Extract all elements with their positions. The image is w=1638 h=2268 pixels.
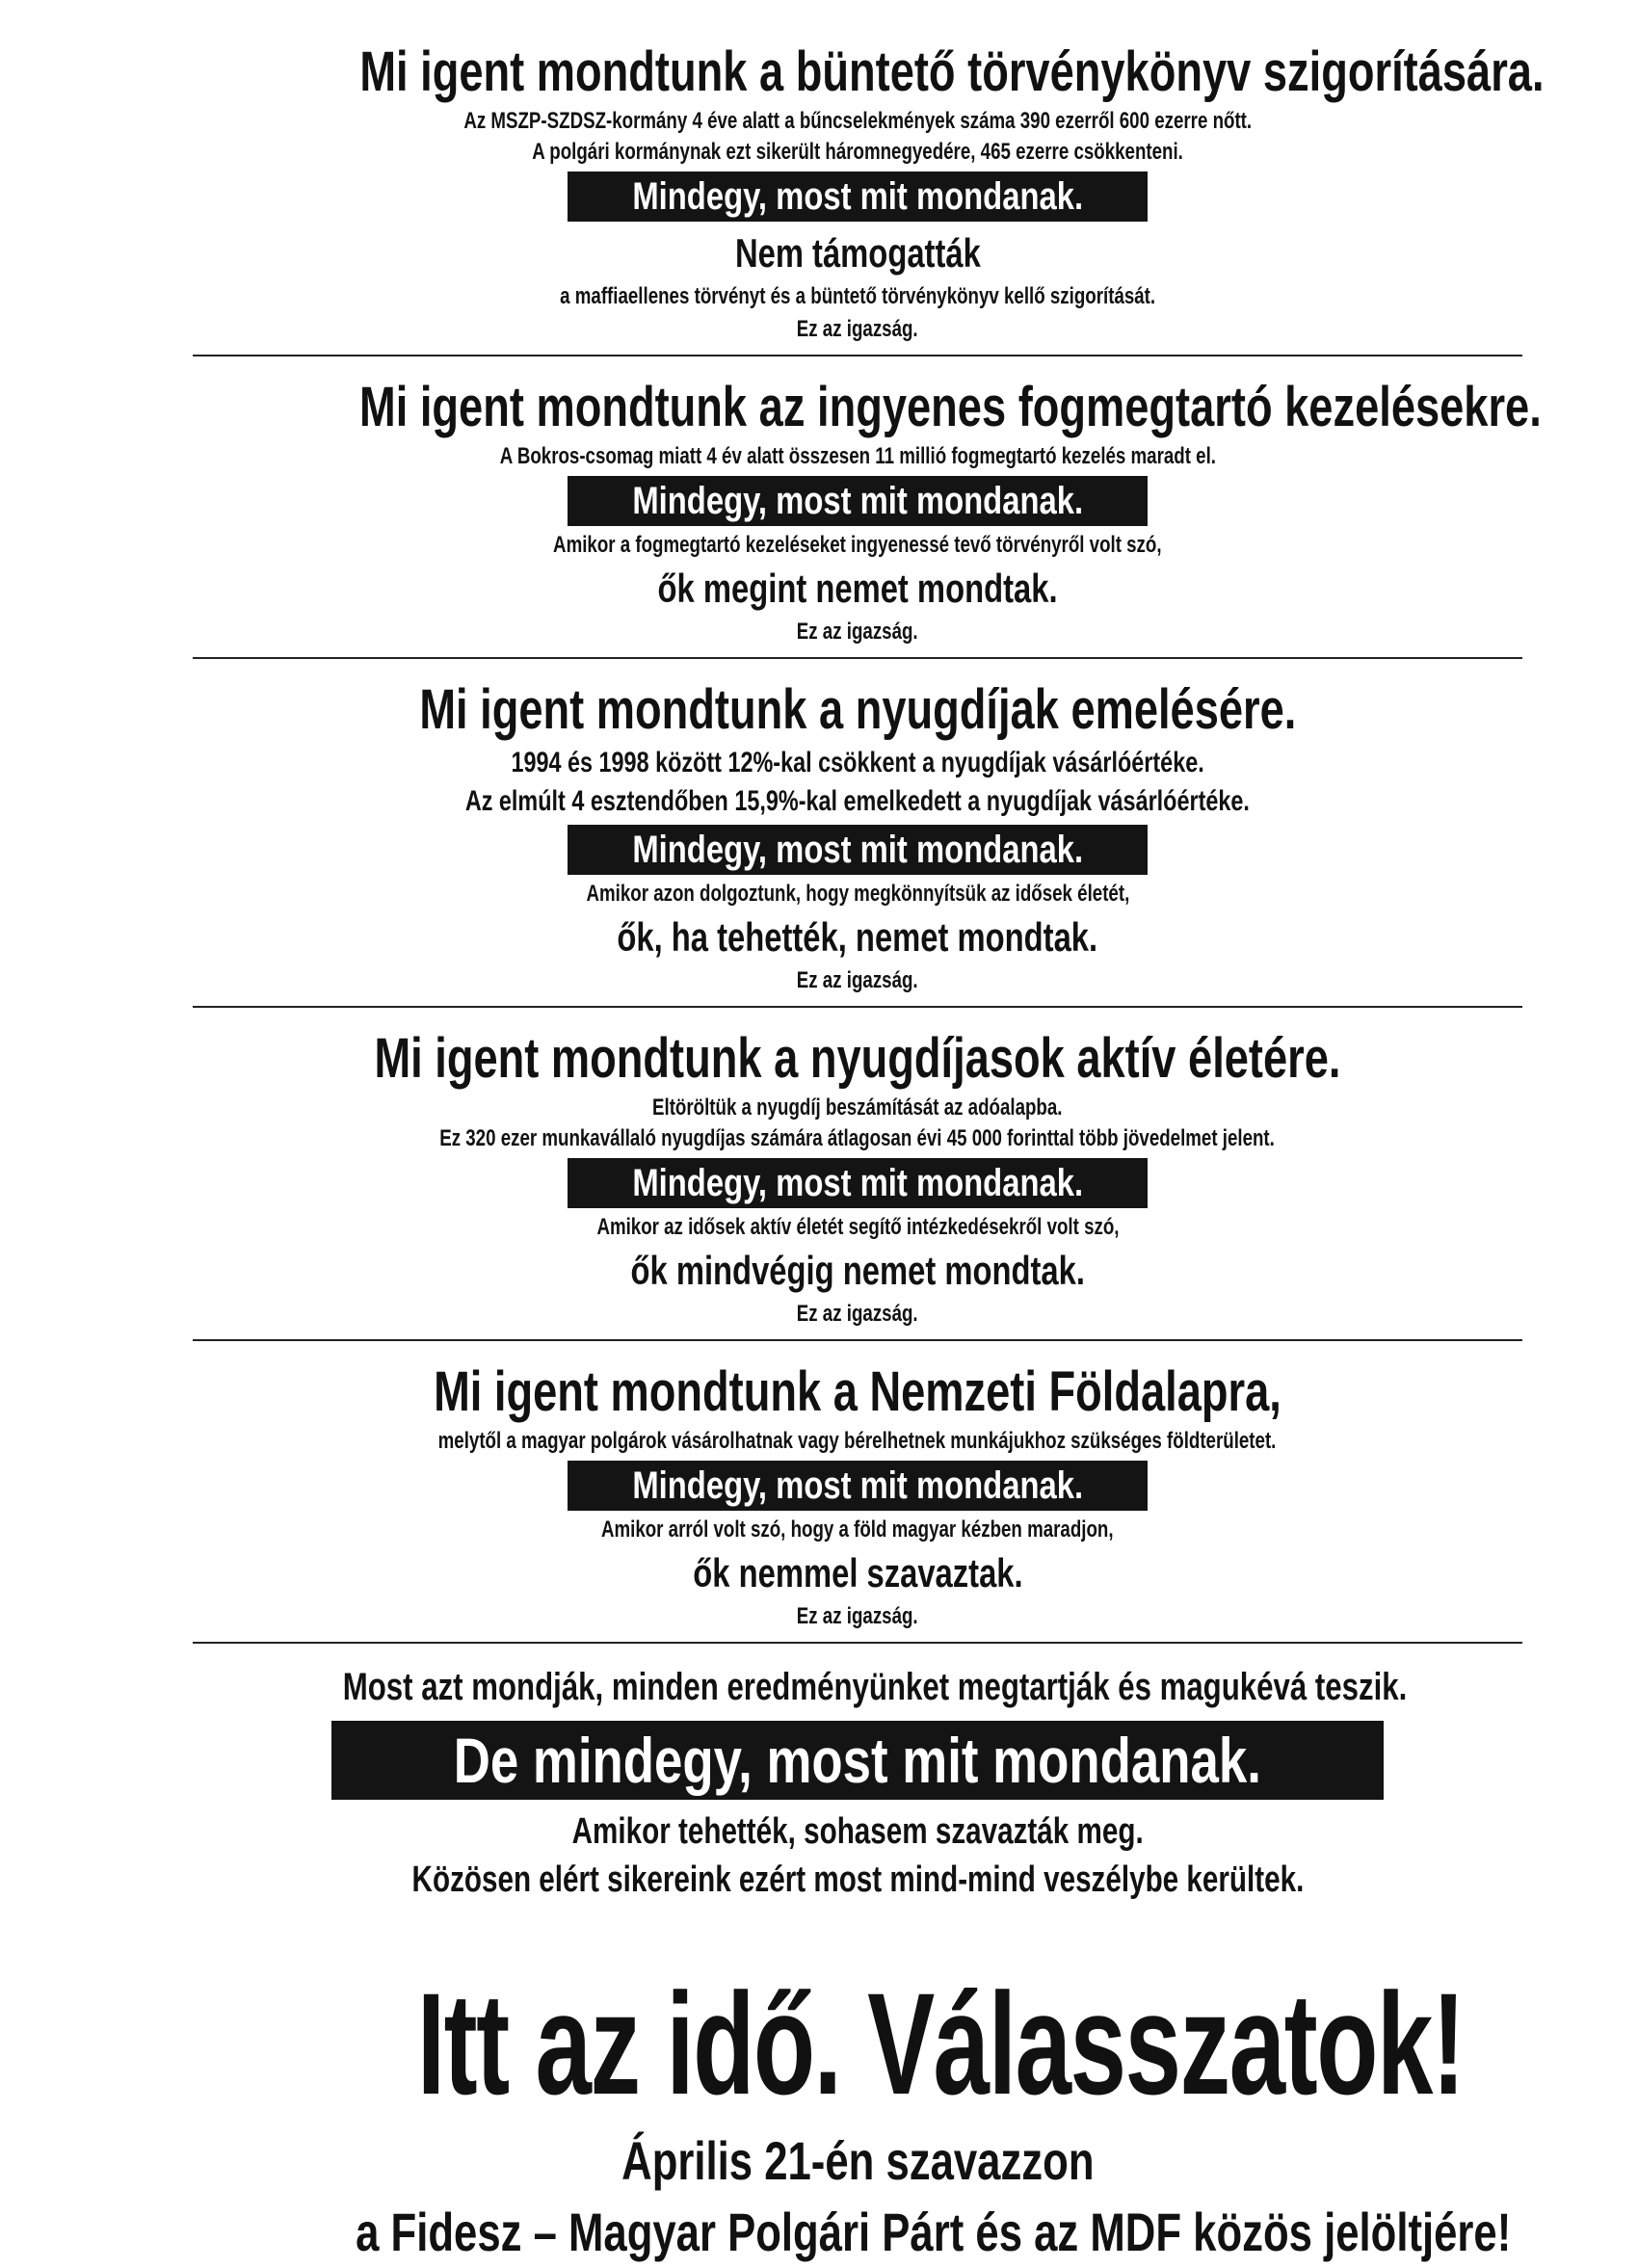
section-divider [193, 1006, 1522, 1008]
section-line: A polgári kormánynak ezt sikerült háromnegyedére, 465 ezerre csökkenteni. [532, 139, 1183, 165]
section-after-line: Amikor arról volt szó, hogy a föld magyar kézben maradjon, [601, 1516, 1114, 1543]
section-line: melytől a magyar polgárok vásárolhatnak vagy bérelhetnek munkájukhoz szükséges földterületet. [438, 1428, 1277, 1454]
section-after-line: Amikor a fogmegtartó kezeléseket ingyenessé tevő törvényről volt szó, [553, 532, 1162, 558]
closing-line-3: Közösen elért sikereink ezért most mind-mind veszélybe kerültek. [411, 1859, 1304, 1900]
mindegy-bar: Mindegy, most mit mondanak. [568, 171, 1148, 222]
section-after-line: Amikor azon dolgoztunk, hogy megkönnyítsük az idősek életét, [586, 881, 1129, 907]
mindegy-bar: Mindegy, most mit mondanak. [568, 825, 1148, 875]
section-after-line: Amikor az idősek aktív életét segítő intézkedésekről volt szó, [595, 1214, 1120, 1240]
section-headline: Mi igent mondtunk a nyugdíjasok aktív életére. [374, 1027, 1341, 1090]
truth-line: Ez az igazság. [797, 967, 918, 993]
closing-line-1: Most azt mondják, minden eredményünket megtartják és magukévá teszik. [342, 1666, 1408, 1708]
closing-line-2: Amikor tehették, sohasem szavazták meg. [571, 1811, 1144, 1852]
closing-bar: De mindegy, most mit mondanak. [331, 1721, 1384, 1800]
section-line: 1994 és 1998 között 12%-kal csökkent a nyugdíjak vásárlóértéke. [511, 747, 1204, 778]
truth-line: Ez az igazság. [797, 1301, 918, 1327]
section-line: Eltöröltük a nyugdíj beszámítását az adóalapba. [652, 1094, 1063, 1121]
closing-block [193, 1661, 1522, 1904]
section-headline: Mi igent mondtunk a nyugdíjak emelésére. [418, 678, 1297, 741]
mindegy-bar: Mindegy, most mit mondanak. [568, 1158, 1148, 1208]
slogan: Itt az idő. Válasszatok! [416, 1963, 1465, 2124]
section-divider [193, 1339, 1522, 1341]
vote-date-line: Április 21-én szavazzon [621, 2130, 1095, 2191]
section-emphasis: ők nemmel szavaztak. [692, 1550, 1023, 1596]
section-divider [193, 1642, 1522, 1644]
mindegy-bar: Mindegy, most mit mondanak. [568, 1461, 1148, 1511]
section-line: Az MSZP-SZDSZ-kormány 4 éve alatt a bűncselekmények száma 390 ezerről 600 ezerre nőtt. [463, 108, 1252, 134]
section-emphasis: Nem támogatták [734, 230, 981, 276]
section-pensions [193, 676, 1522, 996]
section-divider [193, 355, 1522, 356]
vote-block [193, 2125, 1522, 2268]
mindegy-bar: Mindegy, most mit mondanak. [568, 476, 1148, 526]
truth-line: Ez az igazság. [797, 1603, 918, 1629]
section-penal-code [193, 39, 1545, 345]
section-headline: Mi igent mondtunk a büntető törvénykönyv szigorítására. [359, 40, 1545, 103]
section-line: A Bokros-csomag miatt 4 év alatt összesen 11 millió fogmegtartó kezelés maradt el. [499, 443, 1216, 469]
section-emphasis: ők megint nemet mondtak. [657, 566, 1058, 611]
section-headline: Mi igent mondtunk a Nemzeti Földalapra, [434, 1360, 1281, 1423]
truth-line: Ez az igazság. [797, 316, 918, 342]
section-line: Az elmúlt 4 esztendőben 15,9%-kal emelkedett a nyugdíjak vásárlóértéke. [464, 785, 1251, 817]
section-line: Ez 320 ezer munkavállaló nyugdíjas számára átlagosan évi 45 000 forinttal több jövedelmet jelent. [439, 1125, 1276, 1151]
section-headline: Mi igent mondtunk az ingyenes fogmegtartó kezelésekre. [359, 376, 1542, 438]
section-active-pensioners [193, 1025, 1522, 1330]
section-emphasis: ők mindvégig nemet mondtak. [630, 1248, 1085, 1293]
section-dental-care [193, 374, 1542, 647]
section-after-line: a maffiaellenes törvényt és a büntető törvénykönyv kellő szigorítását. [560, 283, 1155, 309]
section-divider [193, 657, 1522, 659]
section-emphasis: ők, ha tehették, nemet mondtak. [617, 914, 1098, 960]
vote-party-line: a Fidesz – Magyar Polgári Párt és az MDF közös jelöltjére! [356, 2202, 1512, 2262]
truth-line: Ez az igazság. [797, 619, 918, 645]
section-land-fund [193, 1358, 1522, 1632]
